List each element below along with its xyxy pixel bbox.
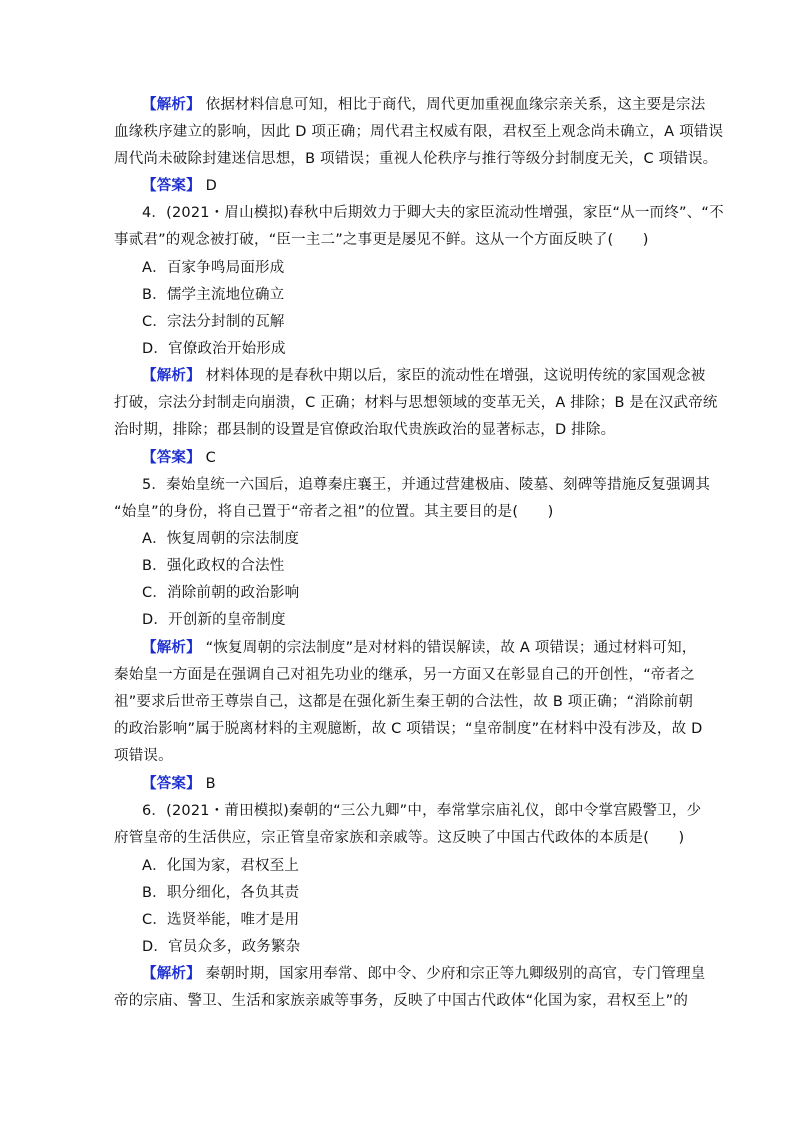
option-d: D．官员众多，政务繁杂: [142, 939, 301, 955]
option-b: B．儒学主流地位确立: [142, 287, 285, 303]
answer-line: [142, 448, 794, 468]
analysis-line: 打破，宗法分封制走向崩溃，C 正确；材料与思想领域的变革无关，A 排除；B 是在汉武帝统: [114, 395, 718, 411]
analysis-tag: 【解析】: [142, 640, 201, 656]
answer-value: C: [205, 450, 216, 466]
analysis-tag: 【解析】: [142, 97, 201, 113]
answer-line: [142, 774, 794, 794]
analysis-line: 项错误。: [114, 748, 173, 764]
option-a: A．百家争鸣局面形成: [142, 260, 285, 276]
answer-value: B: [205, 776, 216, 792]
answer-tag: 【答案】: [142, 776, 201, 792]
option-c: C．宗法分封制的瓦解: [142, 314, 285, 330]
question-stem: 府管皇帝的生活供应，宗正管皇帝家族和亲戚等。这反映了中国古代政体的本质是( ): [114, 830, 685, 846]
analysis-line: 周代尚未破除封建迷信思想，B 项错误；重视人伦秩序与推行等级分封制度无关，C 项错误。: [114, 151, 718, 167]
option-d: D．官僚政治开始形成: [142, 341, 286, 357]
option-b: B．强化政权的合法性: [142, 558, 285, 574]
analysis-line: 【解析】 秦朝时期，国家用奉常、郎中令、少府和宗正等九卿级别的高官，专门管理皇: [142, 966, 706, 982]
option-c: C．选贤举能，唯才是用: [142, 912, 300, 928]
analysis-line: 【解析】 材料体现的是春秋中期以后，家臣的流动性在增强，这说明传统的家国观念被: [142, 368, 706, 384]
answer-value: D: [205, 178, 217, 194]
analysis-line: 的政治影响”属于脱离材料的主观臆断，故 C 项错误；“皇帝制度”在材料中没有涉及，故 D: [114, 721, 703, 737]
question-stem: 5．秦始皇统一六国后，追尊秦庄襄王，并通过营建极庙、陵墓、刻碑等措施反复强调其: [142, 477, 711, 493]
analysis-line: 【解析】 “恢复周朝的宗法制度”是对材料的错误解读，故 A 项错误；通过材料可知，: [142, 640, 697, 656]
analysis-line: 秦始皇一方面是在强调自己对祖先功业的继承，另一方面又在彰显自己的开创性，“帝者之: [114, 667, 696, 683]
option-d: D．开创新的皇帝制度: [142, 612, 286, 628]
analysis-line: 【解析】 依据材料信息可知，相比于商代，周代更加重视血缘宗亲关系，这主要是宗法: [142, 97, 706, 113]
analysis-line: 血缘秩序建立的影响，因此 D 项正确；周代君主权威有限，君权至上观念尚未确立，A 项错误: [114, 124, 724, 140]
analysis-line: 祖”要求后世帝王尊崇自己，这都是在强化新生秦王朝的合法性，故 B 项正确；“消除前朝: [114, 694, 694, 710]
option-b: B．职分细化，各负其责: [142, 885, 300, 901]
analysis-line: 帝的宗庙、警卫、生活和家族亲戚等事务，反映了中国古代政体“化国为家，君权至上”的: [114, 993, 689, 1009]
question-stem: “始皇”的身份，将自己置于“帝者之祖”的位置。其主要目的是( ): [114, 504, 554, 520]
option-a: A．化国为家，君权至上: [142, 858, 300, 874]
answer-tag: 【答案】: [142, 178, 201, 194]
option-a: A．恢复周朝的宗法制度: [142, 531, 300, 547]
analysis-tag: 【解析】: [142, 966, 201, 982]
question-stem: 6．(2021・莆田模拟)秦朝的“三公九卿”中，奉常掌宗庙礼仪，郎中令掌宫殿警卫，少: [142, 803, 702, 819]
question-stem: 4．(2021・眉山模拟)春秋中后期效力于卿大夫的家臣流动性增强，家臣“从一而终”、“不: [142, 205, 724, 221]
question-stem: 事贰君”的观念被打破，“臣一主二”之事更是屡见不鲜。这从一个方面反映了( ): [114, 232, 649, 248]
option-c: C．消除前朝的政治影响: [142, 585, 300, 601]
answer-line: [142, 176, 794, 196]
analysis-tag: 【解析】: [142, 368, 201, 384]
analysis-line: 治时期，排除；郡县制的设置是官僚政治取代贵族政治的显著标志，D 排除。: [114, 422, 616, 438]
answer-tag: 【答案】: [142, 450, 201, 466]
